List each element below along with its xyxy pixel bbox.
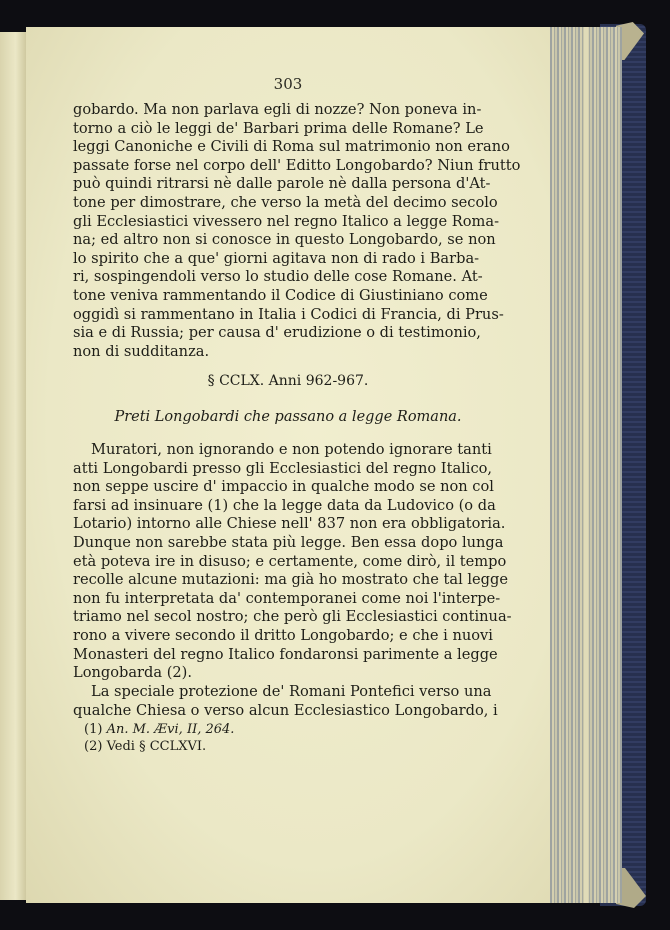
text-line: gobardo. Ma non parlava egli di nozze? Non poneva in-: [73, 101, 482, 118]
page-edges: [548, 27, 622, 903]
text-line: Dunque non sarebbe stata più legge. Ben essa dopo lunga: [73, 533, 504, 551]
text-line: gli Ecclesiastici vivessero nel regno Italico a legge Roma-: [73, 212, 500, 230]
text-line: recolle alcune mutazioni: ma già ho mostrato che tal legge: [73, 571, 509, 589]
text-line: tone per dimostrare, che verso la metà del decimo secolo: [73, 193, 498, 211]
text-line: na; ed altro non si conosce in questo Longobardo, se non: [73, 231, 496, 249]
text-line: oggidì si rammentano in Italia i Codici di Francia, di Prus-: [73, 305, 504, 323]
text-line: non fu interpretata da' contemporanei come noi l'interpe-: [73, 589, 501, 607]
text-line: non di sudditanza.: [73, 342, 210, 360]
footnote-1: (1) An. M. Ævi, II, 264.: [84, 722, 235, 737]
text-line: La speciale protezione de' Romani Pontefici verso una: [91, 683, 492, 700]
text-line: rono a vivere secondo il dritto Longobardo; e che i nuovi: [73, 626, 493, 644]
left-page-edge: [0, 32, 26, 900]
text-line: non seppe uscire d' impaccio in qualche modo se non col: [73, 478, 494, 496]
paragraph-1: [73, 101, 521, 361]
text-line: triamo nel secol nostro; che però gli Ecclesiastici continua-: [73, 608, 512, 626]
text-line: può quindi ritrarsi nè dalle parole nè dalla persona d'At-: [73, 175, 491, 193]
text-line: farsi ad insinuare (1) che la legge data da Ludovico (o da: [73, 496, 496, 514]
text-line: tone veniva rammentando il Codice di Giustiniano come: [73, 286, 488, 304]
paragraph-3: [73, 683, 498, 720]
text-line: qualche Chiesa o verso alcun Ecclesiastico Longobardo, i: [73, 701, 498, 719]
text-line: lo spirito che a que' giorni agitava non di rado i Barba-: [73, 249, 480, 267]
footnote-2: (2) Vedi § CCLXVI.: [84, 739, 207, 754]
text-line: Lotario) intorno alle Chiese nell' 837 non era obbligatoria.: [73, 515, 506, 533]
text-line: leggi Canoniche e Civili di Roma sul matrimonio non erano: [73, 138, 510, 156]
text-line: Longobarda (2).: [73, 664, 193, 682]
text-line: ri, sospingendoli verso lo studio delle cose Romane. At-: [73, 268, 483, 286]
text-line: sia e di Russia; per causa d' erudizione o di testimonio,: [73, 324, 481, 342]
paragraph-2: [73, 441, 512, 683]
text-line: Monasteri del regno Italico fondaronsi parimente a legge: [73, 645, 498, 663]
text-line: torno a ciò le leggi de' Barbari prima delle Romane? Le: [73, 119, 484, 137]
page-number: 303: [273, 75, 303, 93]
section-subtitle: Preti Longobardi che passano a legge Romana.: [114, 409, 462, 425]
book-page: [26, 27, 550, 903]
text-line: atti Longobardi presso gli Ecclesiastici del regno Italico,: [73, 459, 493, 477]
text-line: età poteva ire in disuso; e certamente, come dirò, il tempo: [73, 552, 507, 570]
section-heading: § CCLX. Anni 962-967.: [207, 373, 369, 389]
text-line: Muratori, non ignorando e non potendo ignorare tanti: [91, 441, 492, 458]
text-line: passate forse nel corpo dell' Editto Longobardo? Niun frutto: [73, 156, 521, 174]
